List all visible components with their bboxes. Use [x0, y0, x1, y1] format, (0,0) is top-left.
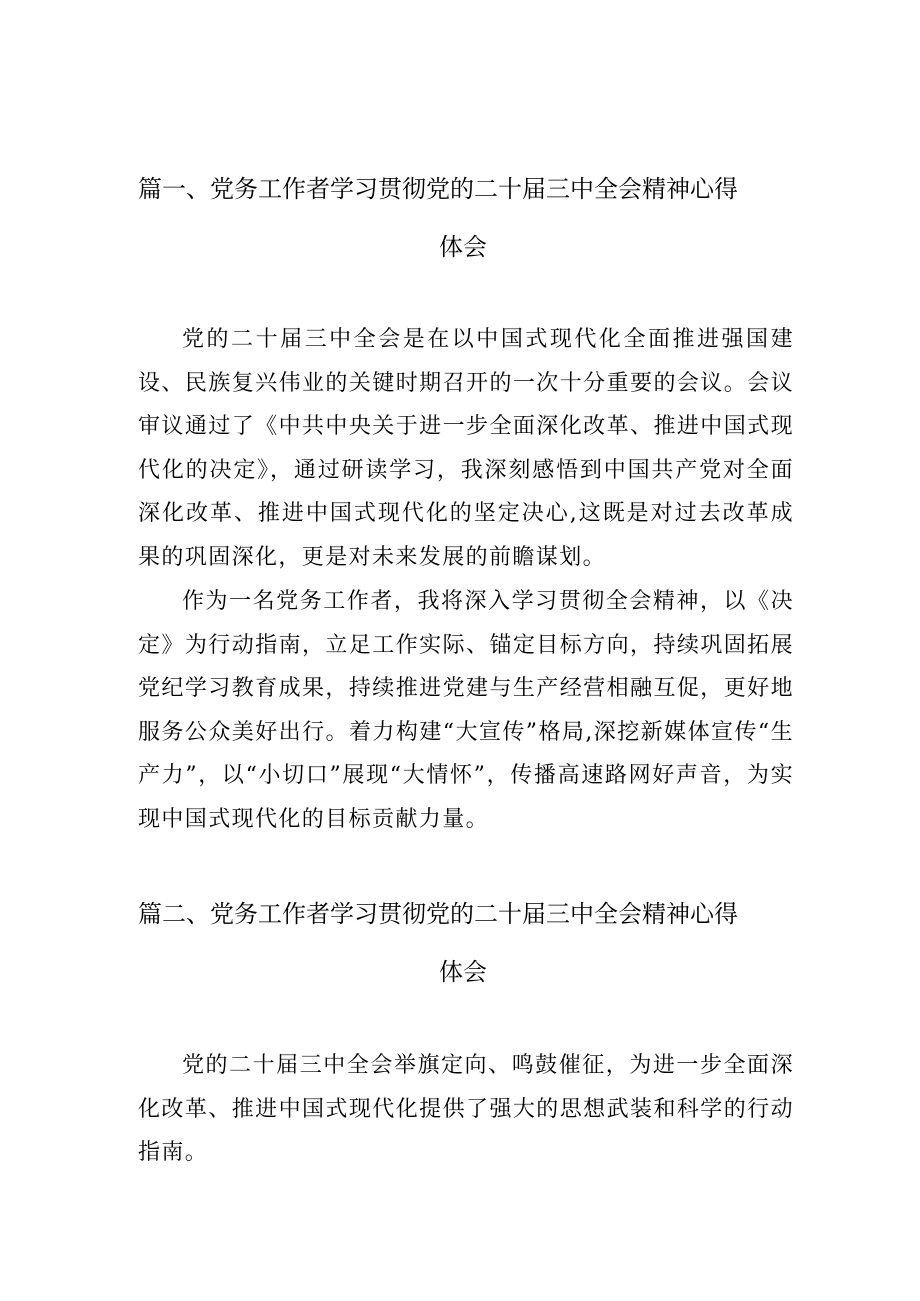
section-1-paragraph-1: 党的二十届三中全会是在以中国式现代化全面推进强国建设、民族复兴伟业的关键时期召开的一次十分重要的会议。会议审议通过了《中共中央关于进一步全面深化改革、推进中国式现代化的决定》，通过研读学习，我深刻感悟到中国共产党对全面深化改革、推进中国式现代化的坚定决心,这既是对过去改革成果的巩固深化，更是对未来发展的前瞻谋划。 [138, 327, 794, 570]
section-2-paragraph-1: 党的二十届三中全会举旗定向、鸣鼓催征，为进一步全面深化改革、推进中国式现代化提供了强大的思想武装和科学的行动指南。 [138, 1053, 794, 1165]
section-2-title-continued: 体会 [439, 958, 487, 986]
section-2-title: 篇二、党务工作者学习贯彻党的二十届三中全会精神心得 [138, 900, 738, 928]
section-1-title: 篇一、党务工作者学习贯彻党的二十届三中全会精神心得 [138, 175, 738, 203]
section-1-title-continued: 体会 [439, 233, 487, 261]
section-1-paragraph-2: 作为一名党务工作者，我将深入学习贯彻全会精神，以《决定》为行动指南，立足工作实际、锚定目标方向，持续巩固拓展党纪学习教育成果，持续推进党建与生产经营相融互促，更好地服务公众美好出行。着力构建“大宣传”格局,深挖新媒体宣传“生产力”，以“小切口”展现“大情怀”，传播高速路网好声音，为实现中国式现代化的目标贡献力量。 [138, 589, 794, 832]
